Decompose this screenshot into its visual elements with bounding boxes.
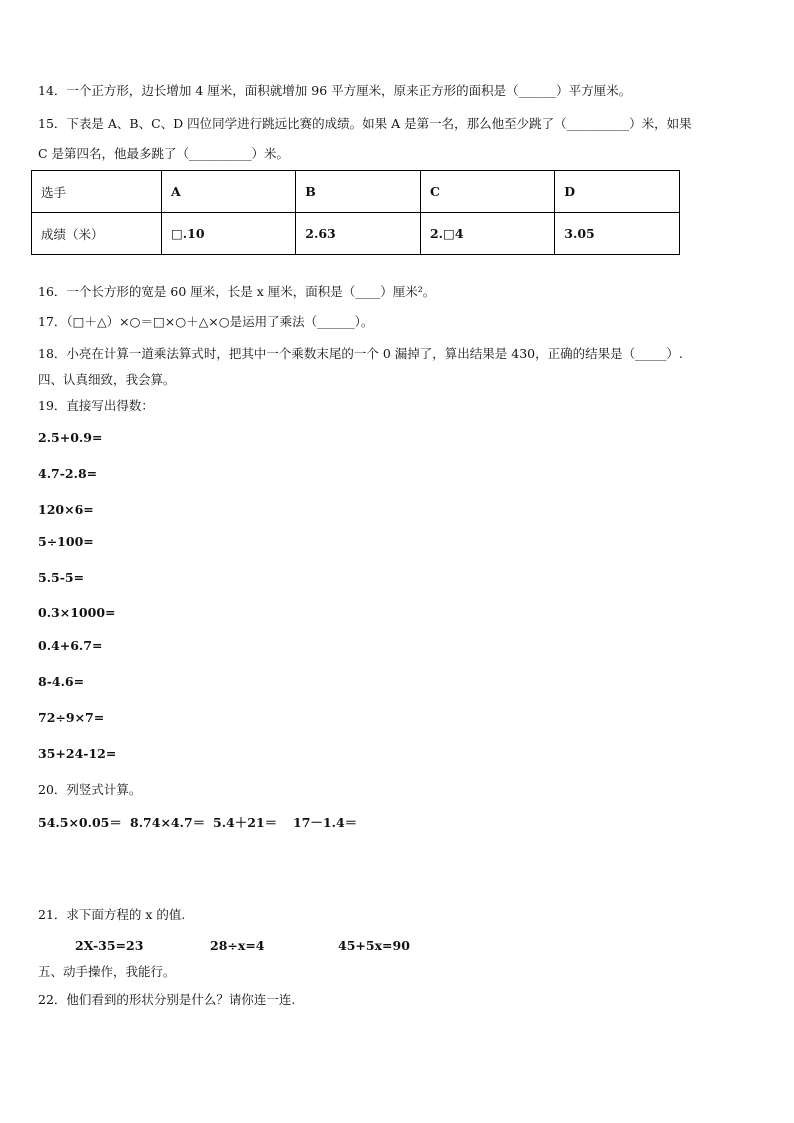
calc-item: 5÷100= bbox=[38, 534, 94, 549]
question-17: 17．（□＋△）×○＝□×○＋△×○是运用了乘法（______）。 bbox=[38, 314, 374, 329]
question-22: 22．他们看到的形状分别是什么？请你连一连. bbox=[38, 992, 296, 1007]
question-18: 18．小亮在计算一道乘法算式时，把其中一个乘数末尾的一个 0 漏掉了，算出结果是 430，正确的结果是（_____）. bbox=[38, 346, 683, 361]
section-4-heading: 四、认真细致，我会算。 bbox=[38, 372, 176, 387]
table-cell: 2.□4 bbox=[420, 213, 554, 255]
table-cell: D bbox=[555, 171, 680, 213]
calc-item: 120×6= bbox=[38, 502, 94, 517]
question-14: 14．一个正方形，边长增加 4 厘米，面积就增加 96 平方厘米，原来正方形的面积是（______）平方厘米。 bbox=[38, 83, 632, 98]
table-cell: □.10 bbox=[162, 213, 296, 255]
vertical-calc-item: 17－1.4＝ bbox=[293, 815, 358, 830]
section-5-heading: 五、动手操作，我能行。 bbox=[38, 964, 176, 979]
question-20: 20．列竖式计算。 bbox=[38, 782, 142, 797]
question-21: 21．求下面方程的 x 的值. bbox=[38, 907, 186, 922]
question-15-line-2: C 是第四名，他最多跳了（__________）米。 bbox=[38, 146, 290, 161]
question-19: 19．直接写出得数： bbox=[38, 398, 154, 413]
calc-item: 5.5-5= bbox=[38, 570, 85, 585]
question-16: 16．一个长方形的宽是 60 厘米，长是 x 厘米，面积是（____）厘米²。 bbox=[38, 284, 436, 299]
calc-item: 2.5+0.9= bbox=[38, 430, 103, 445]
table-cell: 成绩（米） bbox=[32, 213, 162, 255]
table-header-row bbox=[32, 171, 680, 213]
table-cell: A bbox=[162, 171, 296, 213]
calc-item: 0.4+6.7= bbox=[38, 638, 103, 653]
table-cell: 3.05 bbox=[555, 213, 680, 255]
equation-item: 28÷x=4 bbox=[210, 938, 265, 953]
scores-table bbox=[31, 170, 680, 255]
table-cell: 选手 bbox=[32, 171, 162, 213]
table-row bbox=[32, 213, 680, 255]
calc-item: 72÷9×7= bbox=[38, 710, 105, 725]
table-cell: B bbox=[296, 171, 421, 213]
calc-item: 4.7-2.8= bbox=[38, 466, 98, 481]
equation-item: 2X-35=23 bbox=[75, 938, 144, 953]
calc-item: 8-4.6= bbox=[38, 674, 85, 689]
vertical-calc-item: 54.5×0.05＝ bbox=[38, 815, 122, 830]
table-cell: C bbox=[420, 171, 554, 213]
question-15-line-1: 15．下表是 A、B、C、D 四位同学进行跳远比赛的成绩。如果 A 是第一名，那么他至少跳了（__________）米，如果 bbox=[38, 116, 692, 131]
equation-item: 45+5x=90 bbox=[338, 938, 410, 953]
calc-item: 35+24-12= bbox=[38, 746, 117, 761]
vertical-calc-item: 5.4＋21＝ bbox=[213, 815, 278, 830]
table-cell: 2.63 bbox=[296, 213, 421, 255]
calc-item: 0.3×1000= bbox=[38, 605, 116, 620]
vertical-calc-item: 8.74×4.7＝ bbox=[130, 815, 206, 830]
